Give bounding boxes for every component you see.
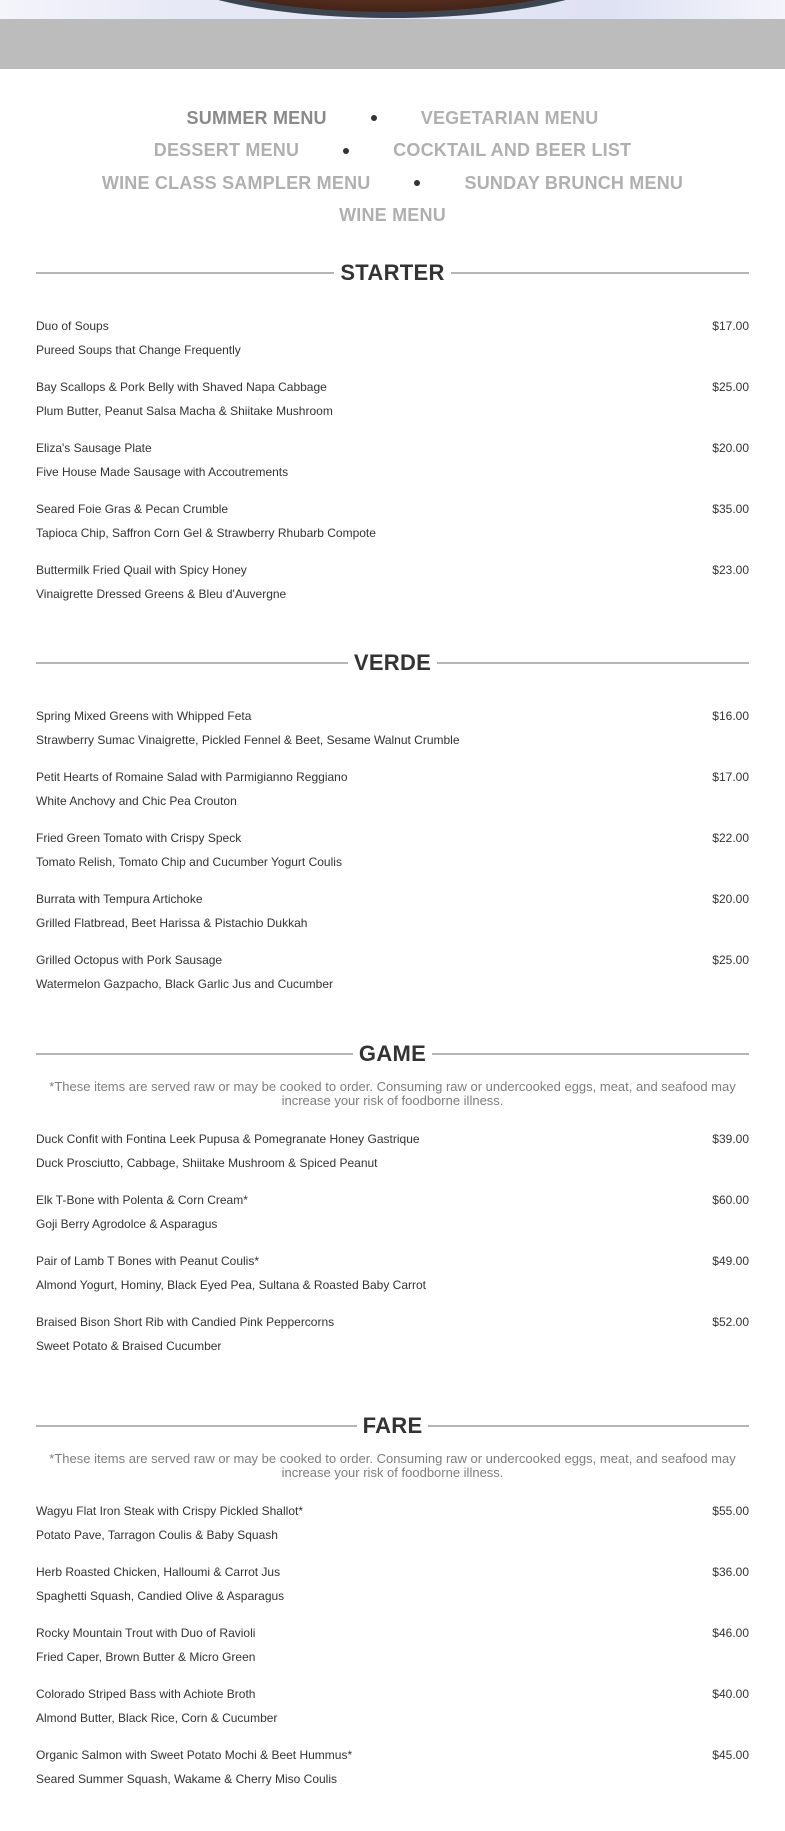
item-description: Almond Butter, Black Rice, Corn & Cucumber: [36, 1711, 278, 1725]
item-price: $25.00: [712, 380, 749, 394]
menu-nav-row: [0, 167, 785, 200]
item-name: Seared Foie Gras & Pecan Crumble: [36, 502, 229, 516]
item-description: Duck Prosciutto, Cabbage, Shiitake Mushroom & Spiced Peanut: [36, 1156, 378, 1170]
raw-food-notice: *These items are served raw or may be cooked to order. Consuming raw or undercooked eggs, meat, and seafood may increase your risk of foodborne illness.: [49, 1451, 736, 1480]
menu-item: [36, 831, 749, 892]
item-name: Braised Bison Short Rib with Candied Pink Peppercorns: [36, 1315, 335, 1329]
heading-rule: [36, 1053, 353, 1055]
section-title: GAME: [358, 1041, 427, 1066]
section-verde: [36, 647, 749, 1014]
menu-item: [36, 1315, 749, 1376]
item-price: $52.00: [712, 1315, 749, 1329]
menu-items: [36, 1132, 749, 1376]
section-heading: [36, 1410, 749, 1442]
item-name: Elk T-Bone with Polenta & Corn Cream*: [36, 1193, 248, 1207]
menu-item: [36, 563, 749, 624]
item-name: Burrata with Tempura Artichoke: [36, 892, 203, 906]
menu-item: [36, 380, 749, 441]
item-price: $35.00: [712, 502, 749, 516]
item-price: $25.00: [712, 953, 749, 967]
nav-separator-dot: [414, 180, 420, 186]
item-description: Watermelon Gazpacho, Black Garlic Jus and Cucumber: [36, 977, 334, 991]
item-name: Petit Hearts of Romaine Salad with Parmigianno Reggiano: [36, 770, 348, 784]
item-price: $39.00: [712, 1132, 749, 1146]
heading-rule: [437, 662, 749, 664]
menu-item: [36, 709, 749, 770]
item-price: $16.00: [712, 709, 749, 723]
nav-link-dessert-menu[interactable]: DESSERT MENU: [153, 140, 300, 161]
item-description: Tapioca Chip, Saffron Corn Gel & Strawberry Rhubarb Compote: [36, 526, 376, 540]
item-description: Grilled Flatbread, Beet Harissa & Pistachio Dukkah: [36, 916, 308, 930]
nav-link-sunday-brunch-menu[interactable]: SUNDAY BRUNCH MENU: [464, 172, 684, 193]
section-game: [36, 1038, 749, 1376]
item-price: $55.00: [712, 1504, 749, 1518]
item-description: Seared Summer Squash, Wakame & Cherry Miso Coulis: [36, 1772, 337, 1786]
item-name: Rocky Mountain Trout with Duo of Ravioli: [36, 1626, 256, 1640]
nav-link-vegetarian-menu[interactable]: VEGETARIAN MENU: [420, 107, 599, 128]
section-heading: [36, 257, 749, 289]
item-description: Vinaigrette Dressed Greens & Bleu d'Auvergne: [36, 587, 287, 601]
header-bar: [0, 19, 785, 69]
item-price: $20.00: [712, 892, 749, 906]
item-description: White Anchovy and Chic Pea Crouton: [36, 794, 237, 808]
menu-item: [36, 892, 749, 953]
menu-items: [36, 709, 749, 1014]
item-price: $40.00: [712, 1687, 749, 1701]
menu-item: [36, 1626, 749, 1687]
nav-link-cocktail-beer-list[interactable]: COCKTAIL AND BEER LIST: [393, 140, 632, 161]
item-price: $60.00: [712, 1193, 749, 1207]
menu-item: [36, 1565, 749, 1626]
section-title: FARE: [362, 1413, 423, 1438]
menu-item: [36, 770, 749, 831]
item-price: $22.00: [712, 831, 749, 845]
menu-nav: [0, 102, 785, 232]
section-fare: [36, 1410, 749, 1809]
menu-nav-row: [0, 102, 785, 135]
item-description: Pureed Soups that Change Frequently: [36, 343, 241, 357]
item-price: $23.00: [712, 563, 749, 577]
item-name: Grilled Octopus with Pork Sausage: [36, 953, 223, 967]
heading-rule: [432, 1053, 749, 1055]
item-name: Buttermilk Fried Quail with Spicy Honey: [36, 563, 247, 577]
item-price: $49.00: [712, 1254, 749, 1268]
section-title: VERDE: [353, 650, 432, 675]
item-name: Bay Scallops & Pork Belly with Shaved Napa Cabbage: [36, 380, 327, 394]
item-description: Spaghetti Squash, Candied Olive & Asparagus: [36, 1589, 285, 1603]
section-heading: [36, 647, 749, 679]
item-name: Wagyu Flat Iron Steak with Crispy Pickled Shallot*: [36, 1504, 303, 1518]
item-price: $36.00: [712, 1565, 749, 1579]
menu-item: [36, 1193, 749, 1254]
item-description: Five House Made Sausage with Accoutrements: [36, 465, 289, 479]
section-heading: [36, 1038, 749, 1070]
item-description: Fried Caper, Brown Butter & Micro Green: [36, 1650, 256, 1664]
menu-item: [36, 441, 749, 502]
item-description: Goji Berry Agrodolce & Asparagus: [36, 1217, 218, 1231]
heading-rule: [428, 1425, 749, 1427]
item-price: $17.00: [712, 319, 749, 333]
menu-item: [36, 1748, 749, 1809]
menu-item: [36, 502, 749, 563]
item-name: Organic Salmon with Sweet Potato Mochi & Beet Hummus*: [36, 1748, 353, 1762]
menu-nav-row: [0, 200, 785, 233]
raw-food-notice: *These items are served raw or may be cooked to order. Consuming raw or undercooked eggs, meat, and seafood may increase your risk of foodborne illness.: [49, 1079, 736, 1108]
nav-separator-dot: [371, 115, 377, 121]
heading-rule: [36, 662, 348, 664]
menu-item: [36, 1687, 749, 1748]
item-name: Herb Roasted Chicken, Halloumi & Carrot Jus: [36, 1565, 281, 1579]
nav-separator-dot: [343, 148, 349, 154]
hero-image: [0, 0, 785, 19]
item-price: $45.00: [712, 1748, 749, 1762]
item-description: Potato Pave, Tarragon Coulis & Baby Squash: [36, 1528, 278, 1542]
menu-nav-row: [0, 135, 785, 168]
item-price: $20.00: [712, 441, 749, 455]
item-price: $17.00: [712, 770, 749, 784]
item-name: Duck Confit with Fontina Leek Pupusa & Pomegranate Honey Gastrique: [36, 1132, 420, 1146]
item-name: Fried Green Tomato with Crispy Speck: [36, 831, 242, 845]
menu-item: [36, 1254, 749, 1315]
item-name: Eliza's Sausage Plate: [36, 441, 152, 455]
heading-rule: [451, 272, 749, 274]
menu-item: [36, 1132, 749, 1193]
item-name: Duo of Soups: [36, 319, 109, 333]
item-name: Spring Mixed Greens with Whipped Feta: [36, 709, 252, 723]
menu-item: [36, 953, 749, 1014]
section-title: STARTER: [340, 260, 445, 285]
item-description: Tomato Relish, Tomato Chip and Cucumber Yogurt Coulis: [36, 855, 342, 869]
item-name: Colorado Striped Bass with Achiote Broth: [36, 1687, 256, 1701]
item-description: Strawberry Sumac Vinaigrette, Pickled Fennel & Beet, Sesame Walnut Crumble: [36, 733, 460, 747]
item-price: $46.00: [712, 1626, 749, 1640]
menu-items: [36, 319, 749, 624]
nav-link-wine-menu[interactable]: WINE MENU: [339, 205, 446, 226]
nav-link-summer-menu[interactable]: SUMMER MENU: [186, 107, 327, 128]
menu-item: [36, 1504, 749, 1565]
item-description: Sweet Potato & Braised Cucumber: [36, 1339, 222, 1353]
heading-rule: [36, 1425, 357, 1427]
item-description: Almond Yogurt, Hominy, Black Eyed Pea, Sultana & Roasted Baby Carrot: [36, 1278, 426, 1292]
nav-link-wine-class-sampler-menu[interactable]: WINE CLASS SAMPLER MENU: [101, 172, 371, 193]
menu-items: [36, 1504, 749, 1809]
item-description: Plum Butter, Peanut Salsa Macha & Shiitake Mushroom: [36, 404, 333, 418]
section-starter: [36, 257, 749, 624]
heading-rule: [36, 272, 334, 274]
menu-item: [36, 319, 749, 380]
item-name: Pair of Lamb T Bones with Peanut Coulis*: [36, 1254, 260, 1268]
